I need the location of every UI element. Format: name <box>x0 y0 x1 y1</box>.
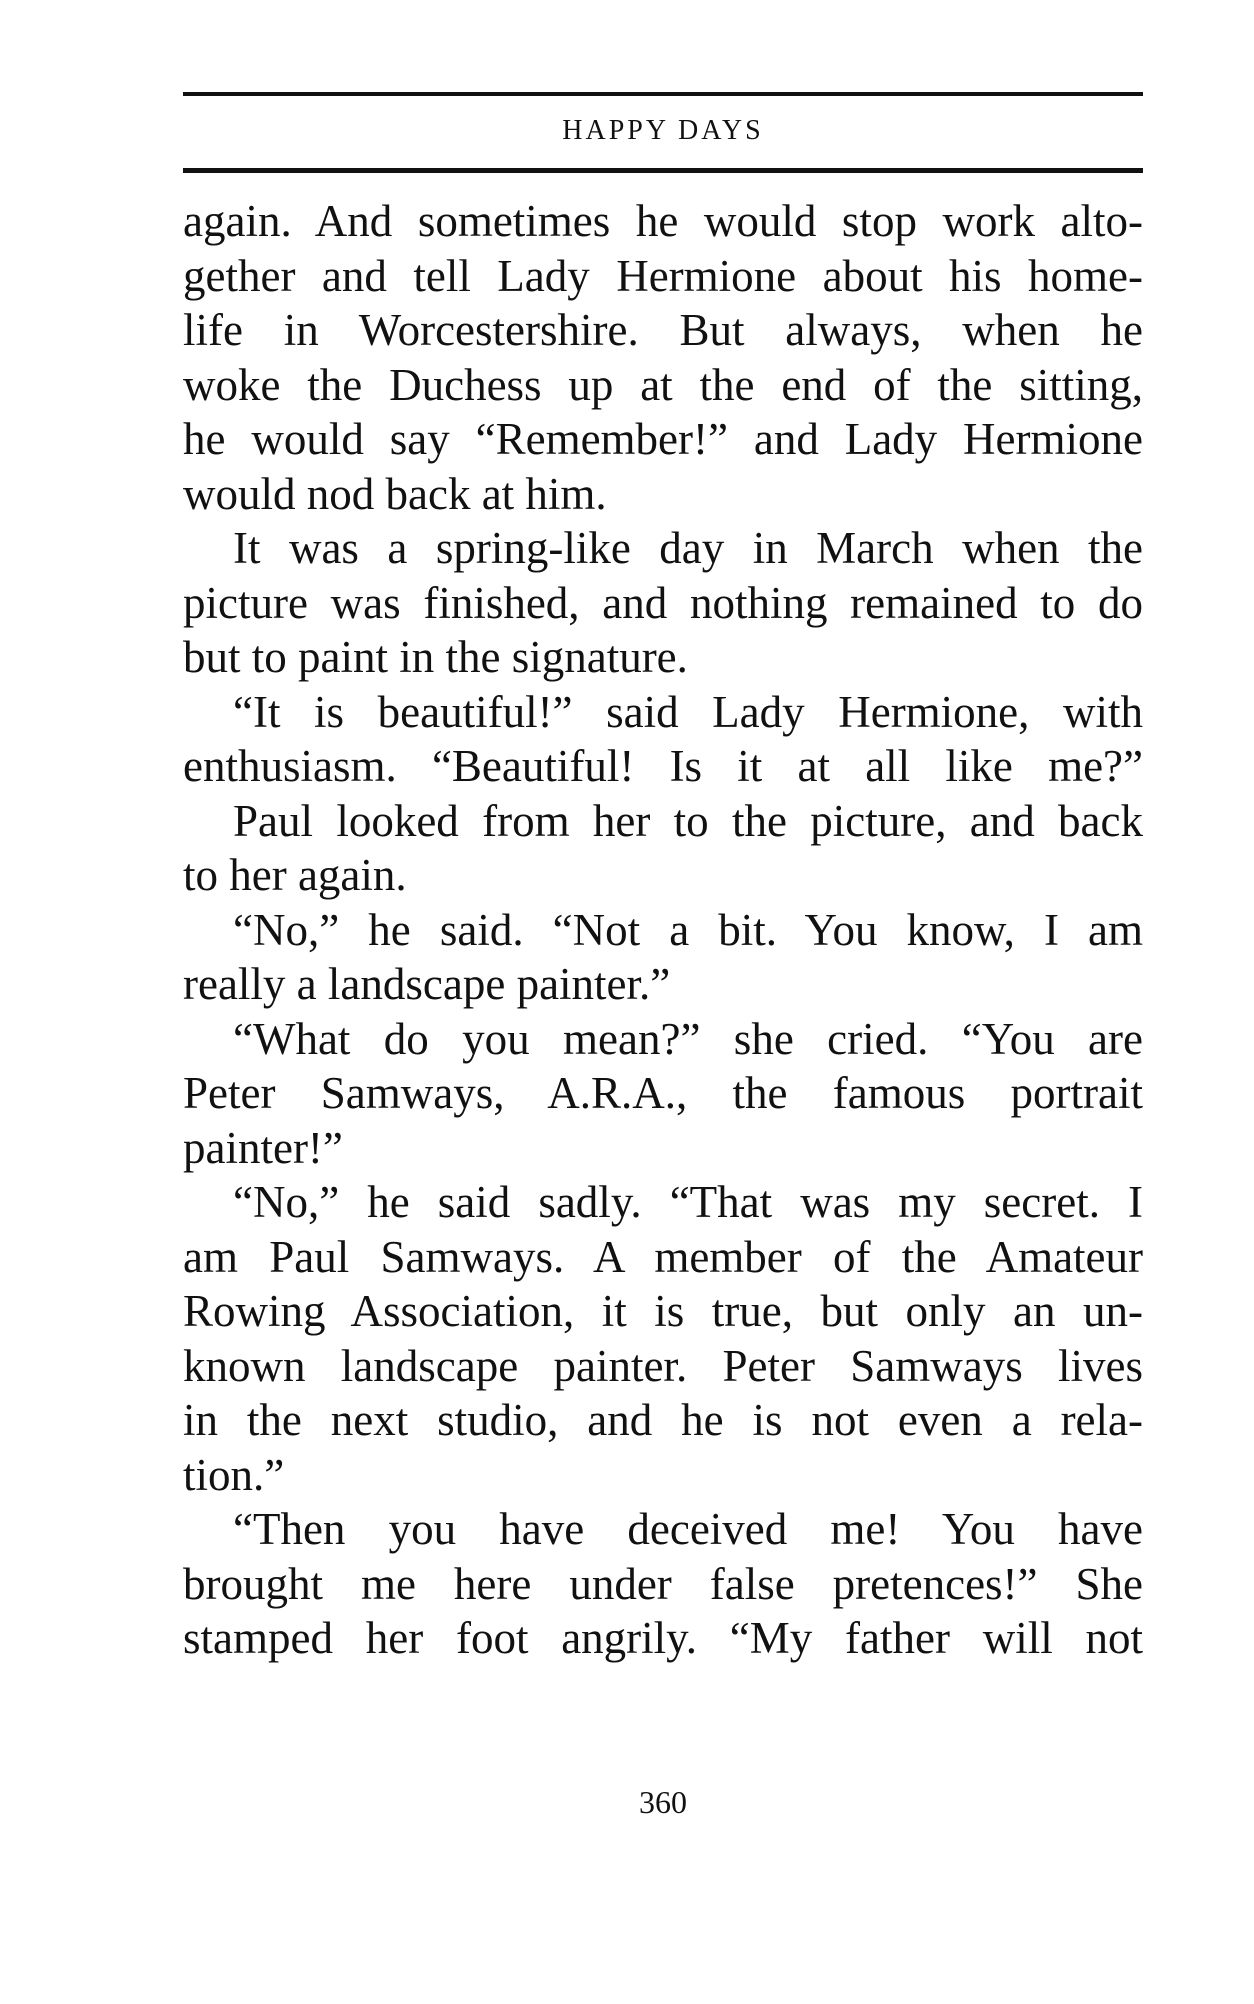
text-line: am Paul Samways. A member of the Amateur <box>183 1231 1143 1282</box>
text-line: would nod back at him. <box>183 468 607 519</box>
text-line: tion.” <box>183 1449 285 1500</box>
text-line: he would say “Remember!” and Lady Hermione <box>183 414 1143 464</box>
text-line: Paul looked from her to the picture, and back <box>233 795 1143 846</box>
top-rule <box>183 92 1143 96</box>
text-line: brought me here under false pretences!” She <box>183 1558 1143 1609</box>
text-line: It was a spring-like day in March when the <box>233 523 1143 573</box>
text-line: life in Worcestershire. But always, when he <box>183 305 1143 355</box>
text-line: “No,” he said. “Not a bit. You know, I am <box>233 904 1143 955</box>
text-line: “What do you mean?” she cried. “You are <box>233 1013 1143 1064</box>
text-line: to her again. <box>183 850 407 900</box>
running-head: HAPPY DAYS <box>562 115 764 146</box>
text-line: gether and tell Lady Hermione about his home- <box>183 250 1143 301</box>
text-line: in the next studio, and he is not even a rela- <box>183 1395 1143 1445</box>
header-rule <box>183 168 1143 173</box>
text-line: stamped her foot angrily. “My father will not <box>183 1613 1143 1663</box>
text-line: painter!” <box>183 1122 343 1173</box>
text-line: woke the Duchess up at the end of the sitting, <box>183 359 1143 410</box>
text-line: known landscape painter. Peter Samways lives <box>183 1340 1143 1391</box>
text-line: “Then you have deceived me! You have <box>233 1504 1143 1554</box>
body-text <box>183 194 1143 1666</box>
text-line: picture was finished, and nothing remained to do <box>183 577 1143 628</box>
text-line: Rowing Association, it is true, but only an un- <box>183 1286 1143 1336</box>
page-number: 360 <box>639 1784 687 1820</box>
text-line: “No,” he said sadly. “That was my secret. I <box>233 1177 1143 1227</box>
text-line: enthusiasm. “Beautiful! Is it at all like me?” <box>183 741 1143 791</box>
text-line: Peter Samways, A.R.A., the famous portrait <box>183 1068 1143 1118</box>
text-line: “It is beautiful!” said Lady Hermione, with <box>233 686 1143 737</box>
text-line: really a landscape painter.” <box>183 959 671 1009</box>
text-line: but to paint in the signature. <box>183 632 688 682</box>
text-line: again. And sometimes he would stop work alto- <box>183 196 1143 246</box>
